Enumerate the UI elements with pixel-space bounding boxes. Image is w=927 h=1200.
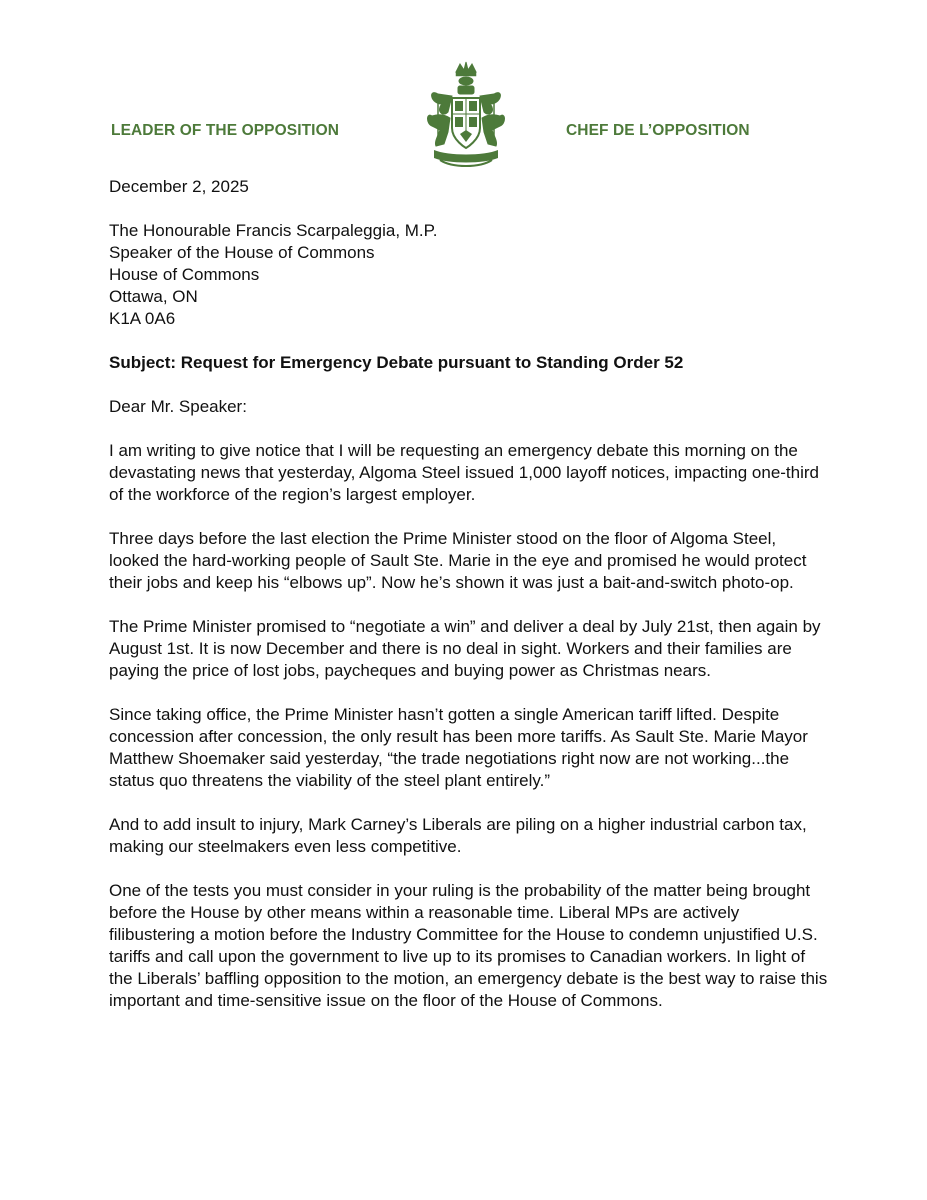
letter-paragraph: The Prime Minister promised to “negotiate a win” and deliver a deal by July 21st, then again by August 1st. It is now December and there is no deal in sight. Workers and their families are paying the price of lost jobs, paycheques and buying power as Christmas nears. <box>109 617 821 680</box>
letterhead-title-english: LEADER OF THE OPPOSITION <box>111 122 340 139</box>
recipient-address <box>109 220 829 330</box>
letter-date: December 2, 2025 <box>109 177 249 196</box>
letter-subject: Subject: Request for Emergency Debate pursuant to Standing Order 52 <box>109 353 684 372</box>
address-line: The Honourable Francis Scarpaleggia, M.P. <box>109 221 438 240</box>
address-line: House of Commons <box>109 265 260 284</box>
letter-paragraph: Three days before the last election the Prime Minister stood on the floor of Algoma Steel, looked the hard-working people of Sault Ste. Marie in the eye and promised he would protect their jobs and keep his “elbows up”. Now he’s shown it was just a bait-and-switch photo-op. <box>109 529 807 592</box>
letter-paragraph: Since taking office, the Prime Minister hasn’t gotten a single American tariff lifted. Despite concession after concession, the only result has been more tariffs. As Sault Ste. Marie Mayor Matthew Shoemaker said yesterday, “the trade negotiations right now are not working...the status quo threatens the viability of the steel plant entirely.” <box>109 705 808 790</box>
letterhead-title-french: CHEF DE L’OPPOSITION <box>566 122 750 139</box>
coat-of-arms-icon <box>418 60 514 170</box>
letter-paragraph: And to add insult to injury, Mark Carney’s Liberals are piling on a higher industrial carbon tax, making our steelmakers even less competitive. <box>109 815 807 856</box>
letter-salutation: Dear Mr. Speaker: <box>109 397 247 416</box>
letter-paragraph: I am writing to give notice that I will be requesting an emergency debate this morning on the devastating news that yesterday, Algoma Steel issued 1,000 layoff notices, impacting one-third of the workforce of the region’s largest employer. <box>109 441 820 504</box>
letter-body <box>109 176 829 1034</box>
letter-paragraph: One of the tests you must consider in your ruling is the probability of the matter being brought before the House by other means within a reasonable time. Liberal MPs are actively filibustering a motion before the Industry Committee for the House to condemn unjustified U.S. tariffs and call upon the government to live up to its promises to Canadian workers. In light of the Liberals’ baffling opposition to the motion, an emergency debate is the best way to raise this important and time-sensitive issue on the floor of the House of Commons. <box>109 881 828 1010</box>
address-line: Ottawa, ON <box>109 287 198 306</box>
letterhead <box>0 0 927 175</box>
address-line: Speaker of the House of Commons <box>109 243 375 262</box>
address-line: K1A 0A6 <box>109 309 176 328</box>
